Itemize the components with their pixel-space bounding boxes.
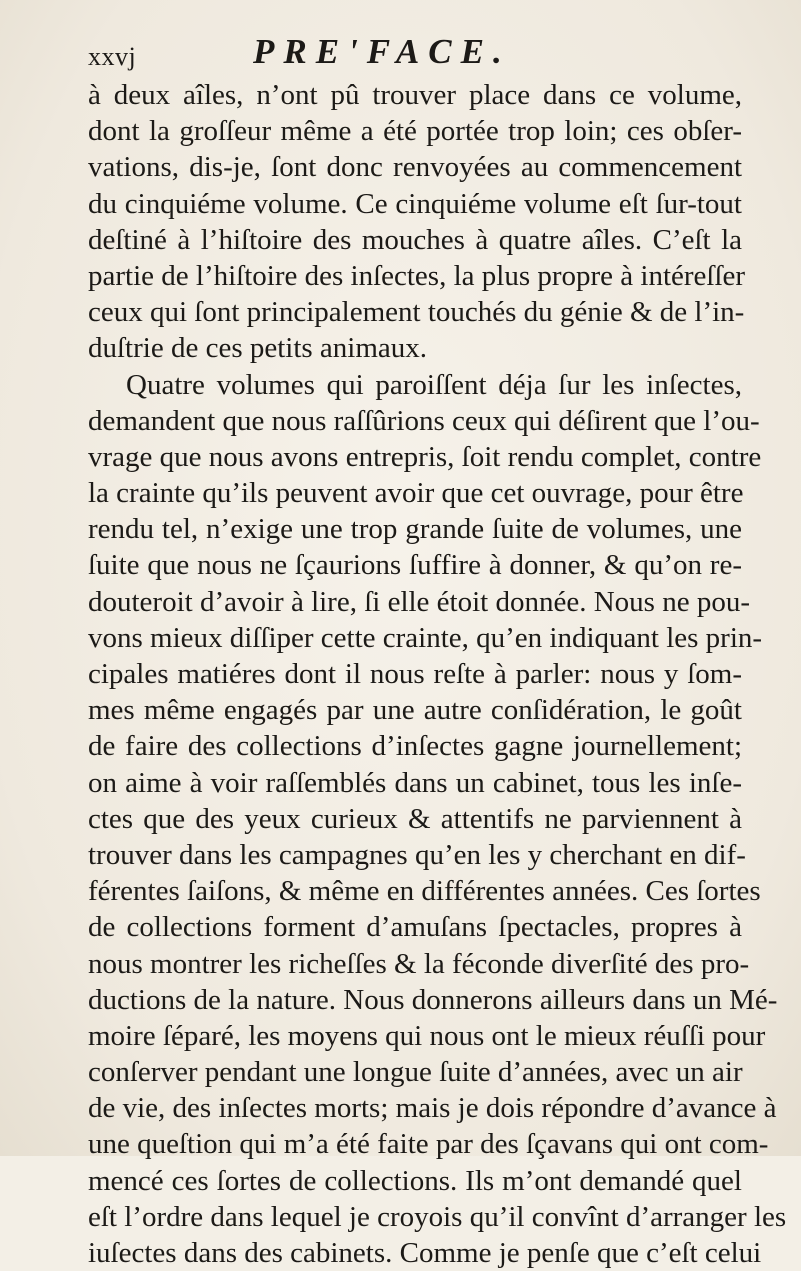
text-line: trouver dans les campagnes qu’en les y cherchant en dif- — [88, 838, 746, 871]
text-line: mencé ces ſortes de collections. Ils m’ont demandé quel — [88, 1164, 742, 1197]
text-line: du cinquiéme volume. Ce cinquiéme volume eſt ſur-tout — [88, 187, 742, 220]
text-line: ſuite que nous ne ſçaurions ſuffire à donner, & qu’on re- — [88, 549, 742, 582]
text-line: vrage que nous avons entrepris, ſoit rendu complet, contre — [88, 440, 762, 473]
text-line: vations, dis-je, ſont donc renvoyées au commencement — [88, 151, 742, 184]
text-line: conſerver pendant une longue ſuite d’années, avec un air — [88, 1056, 743, 1089]
text-line: de collections forment d’amuſans ſpectacles, propres à — [88, 911, 742, 944]
text-line: iuſectes dans des cabinets. Comme je penſe que c’eſt celui — [88, 1237, 762, 1269]
page-number: xxvj — [88, 42, 137, 71]
text-line: dont la groſſeur même a été portée trop loin; ces obſer- — [88, 115, 742, 148]
text-line: de faire des collections d’inſectes gagne journellement; — [88, 730, 742, 763]
text-line: de vie, des inſectes morts; mais je dois répondre d’avance à — [88, 1092, 777, 1125]
text-line: deſtiné à l’hiſtoire des mouches à quatre aîles. C’eſt la — [88, 223, 742, 256]
text-line: demandent que nous raſſûrions ceux qui déſirent que l’ou- — [88, 404, 760, 437]
text-line: une queſtion qui m’a été faite par des ſçavans qui ont com- — [88, 1128, 769, 1161]
text-line: nous montrer les richeſſes & la féconde diverſité des pro- — [88, 947, 750, 980]
text-line: eſt l’ordre dans lequel je croyois qu’il convînt d’arranger les — [88, 1200, 787, 1233]
text-line: moire ſéparé, les moyens qui nous ont le mieux réuſſi pour — [88, 1019, 766, 1052]
text-line: duſtrie de ces petits animaux. — [88, 332, 428, 365]
text-line: vons mieux diſſiper cette crainte, qu’en indiquant les prin- — [88, 621, 763, 654]
text-line: partie de l’hiſtoire des inſectes, la plus propre à intéreſſer — [88, 259, 746, 292]
text-line: férentes ſaiſons, & même en différentes années. Ces ſortes — [88, 875, 761, 908]
text-line: ductions de la nature. Nous donnerons ailleurs dans un Mé- — [88, 983, 778, 1016]
text-line: à deux aîles, n’ont pû trouver place dans ce volume, — [88, 79, 742, 111]
text-line: ceux qui ſont principalement touchés du génie & de l’in- — [88, 296, 745, 329]
body-text — [88, 77, 787, 1271]
text-line: douteroit d’avoir à lire, ſi elle étoit donnée. Nous ne pou- — [88, 585, 750, 618]
paragraph-start-line: Quatre volumes qui paroiſſent déja ſur les inſectes, — [126, 368, 742, 401]
page-header — [88, 30, 738, 70]
text-line: on aime à voir raſſemblés dans un cabinet, tous les inſe- — [88, 766, 742, 799]
text-line: ctes que des yeux curieux & attentifs ne parviennent à — [88, 802, 742, 835]
running-title: PRE'FACE. — [253, 32, 511, 71]
text-line: mes même engagés par une autre conſidération, le goût — [88, 694, 742, 727]
text-line: cipales matiéres dont il nous reſte à parler: nous y ſom- — [88, 658, 742, 690]
text-line: rendu tel, n’exige une trop grande ſuite de volumes, une — [88, 513, 742, 546]
text-line: la crainte qu’ils peuvent avoir que cet ouvrage, pour être — [88, 477, 744, 510]
